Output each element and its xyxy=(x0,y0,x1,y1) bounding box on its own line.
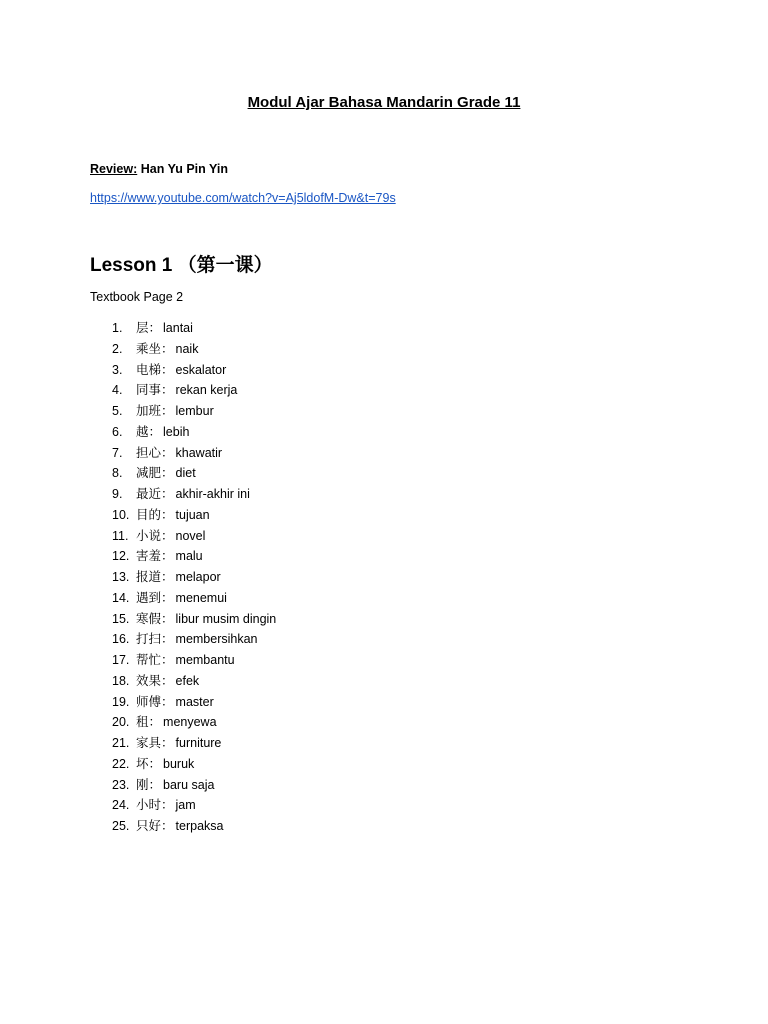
list-item-translation: baru saja xyxy=(163,777,215,792)
list-item-chinese: 帮忙 xyxy=(136,653,162,667)
list-item-separator: ： xyxy=(148,715,162,730)
list-item-number: 20. xyxy=(112,715,130,730)
list-item-number: 2. xyxy=(112,341,123,356)
list-item-separator: ： xyxy=(161,673,174,688)
list-item-translation: efek xyxy=(175,673,200,688)
list-item-separator: ： xyxy=(148,424,162,439)
list-item-number: 17. xyxy=(112,653,130,667)
list-item-number: 14. xyxy=(112,590,130,605)
list-item-separator: ： xyxy=(161,632,174,647)
list-item xyxy=(112,775,276,796)
list-item-chinese: 寒假 xyxy=(136,611,162,626)
list-item-number: 1. xyxy=(112,321,123,335)
list-item-translation: menyewa xyxy=(163,715,217,730)
list-item-chinese: 层 xyxy=(136,321,149,335)
list-item-number: 7. xyxy=(112,445,123,460)
lesson-heading: Lesson 1 （第一课） xyxy=(90,255,273,276)
list-item-number: 18. xyxy=(112,673,130,688)
list-item-chinese: 担心 xyxy=(136,445,162,460)
list-item-separator: ： xyxy=(161,570,174,584)
list-item-separator: ： xyxy=(161,383,174,398)
list-item-chinese: 报道 xyxy=(136,570,162,584)
list-item-chinese: 租 xyxy=(136,715,149,730)
list-item xyxy=(112,339,276,360)
list-item-translation: rekan kerja xyxy=(175,383,238,398)
list-item-separator: ： xyxy=(148,756,162,771)
list-item-separator: ： xyxy=(161,362,174,377)
list-item xyxy=(112,588,276,609)
list-item-chinese: 打扫 xyxy=(136,632,162,647)
list-item-separator: ： xyxy=(161,445,174,460)
list-item-separator: ： xyxy=(161,819,174,833)
review-label: Review: xyxy=(90,162,138,176)
list-item xyxy=(112,422,276,443)
list-item-separator: ： xyxy=(161,694,174,709)
list-item-translation: khawatir xyxy=(175,445,223,460)
list-item-chinese: 减肥 xyxy=(136,466,162,481)
list-item-translation: lebih xyxy=(163,424,190,439)
list-item-number: 21. xyxy=(112,736,130,750)
list-item-number: 10. xyxy=(112,507,130,522)
list-item-separator: ： xyxy=(161,798,174,813)
list-item-chinese: 遇到 xyxy=(136,590,162,605)
list-item xyxy=(112,526,276,547)
list-item-translation: novel xyxy=(175,528,206,543)
list-item-chinese: 越 xyxy=(136,424,149,439)
list-item-separator: ： xyxy=(161,466,174,481)
list-item xyxy=(112,443,276,464)
list-item-number: 3. xyxy=(112,362,123,377)
list-item-chinese: 目的 xyxy=(136,507,162,522)
list-item xyxy=(112,671,276,692)
list-item-chinese: 师傅 xyxy=(136,694,162,709)
list-item xyxy=(112,816,276,837)
list-item-translation: lantai xyxy=(163,321,193,335)
list-item xyxy=(112,754,276,775)
list-item-number: 5. xyxy=(112,404,123,418)
list-item xyxy=(112,609,276,630)
list-item xyxy=(112,401,276,422)
list-item-number: 25. xyxy=(112,819,130,833)
list-item xyxy=(112,505,276,526)
list-item-translation: master xyxy=(175,694,214,709)
list-item-translation: libur musim dingin xyxy=(175,611,277,626)
review-line xyxy=(90,162,228,176)
list-item-number: 24. xyxy=(112,798,130,813)
list-item xyxy=(112,795,276,816)
list-item-translation: malu xyxy=(175,549,203,564)
list-item-chinese: 只好 xyxy=(136,819,162,833)
list-item-translation: furniture xyxy=(175,736,222,750)
list-item-separator: ： xyxy=(161,507,174,522)
list-item-chinese: 电梯 xyxy=(136,362,162,377)
list-item-number: 8. xyxy=(112,466,123,481)
list-item-number: 16. xyxy=(112,632,130,647)
list-item-chinese: 加班 xyxy=(136,404,162,418)
list-item-separator: ： xyxy=(161,736,174,750)
vocabulary-list xyxy=(112,318,276,837)
list-item-chinese: 小时 xyxy=(136,798,162,813)
list-item-translation: membersihkan xyxy=(175,632,258,647)
list-item-separator: ： xyxy=(148,321,162,335)
list-item-chinese: 小说 xyxy=(136,528,162,543)
list-item-chinese: 坏 xyxy=(136,756,149,771)
list-item-separator: ： xyxy=(161,653,174,667)
list-item-number: 15. xyxy=(112,611,130,626)
list-item-chinese: 最近 xyxy=(136,487,162,501)
list-item-translation: naik xyxy=(175,341,199,356)
list-item-number: 13. xyxy=(112,570,130,584)
list-item-translation: jam xyxy=(175,798,196,813)
list-item xyxy=(112,360,276,381)
list-item-translation: menemui xyxy=(175,590,227,605)
youtube-link[interactable]: https://www.youtube.com/watch?v=Aj5ldofM-Dw&t=79s xyxy=(90,191,396,205)
list-item-chinese: 刚 xyxy=(136,777,149,792)
list-item xyxy=(112,318,276,339)
document-title-text: Modul Ajar Bahasa Mandarin Grade 11 xyxy=(247,94,521,111)
list-item xyxy=(112,484,276,505)
list-item xyxy=(112,650,276,671)
list-item xyxy=(112,712,276,733)
list-item xyxy=(112,567,276,588)
list-item-separator: ： xyxy=(161,341,174,356)
list-item-separator: ： xyxy=(161,549,174,564)
list-item-chinese: 家具 xyxy=(136,736,162,750)
list-item-separator: ： xyxy=(161,404,174,418)
list-item-translation: membantu xyxy=(175,653,235,667)
list-item xyxy=(112,692,276,713)
list-item xyxy=(112,463,276,484)
list-item xyxy=(112,380,276,401)
document-title xyxy=(0,94,768,111)
list-item xyxy=(112,733,276,754)
list-item-chinese: 害羞 xyxy=(136,549,162,564)
list-item xyxy=(112,546,276,567)
review-text: Han Yu Pin Yin xyxy=(137,162,229,176)
list-item-number: 9. xyxy=(112,487,123,501)
list-item-translation: diet xyxy=(175,466,196,481)
list-item-number: 12. xyxy=(112,549,130,564)
list-item-number: 23. xyxy=(112,777,130,792)
list-item-number: 22. xyxy=(112,756,130,771)
list-item-chinese: 同事 xyxy=(136,383,162,398)
list-item-number: 19. xyxy=(112,694,130,709)
list-item-translation: buruk xyxy=(163,756,195,771)
list-item-separator: ： xyxy=(161,590,174,605)
list-item-translation: tujuan xyxy=(175,507,210,522)
list-item-translation: lembur xyxy=(175,404,214,418)
list-item-chinese: 效果 xyxy=(136,673,162,688)
list-item-separator: ： xyxy=(161,487,174,501)
list-item-number: 6. xyxy=(112,424,123,439)
list-item-translation: terpaksa xyxy=(175,819,224,833)
list-item-number: 4. xyxy=(112,383,123,398)
textbook-page-label: Textbook Page 2 xyxy=(90,290,184,304)
list-item-translation: melapor xyxy=(175,570,221,584)
list-item-translation: eskalator xyxy=(175,362,227,377)
list-item-translation: akhir-akhir ini xyxy=(175,487,250,501)
list-item-separator: ： xyxy=(161,611,174,626)
list-item xyxy=(112,629,276,650)
list-item-separator: ： xyxy=(161,528,174,543)
list-item-separator: ： xyxy=(148,777,162,792)
list-item-number: 11. xyxy=(112,528,129,543)
list-item-chinese: 乘坐 xyxy=(136,341,162,356)
